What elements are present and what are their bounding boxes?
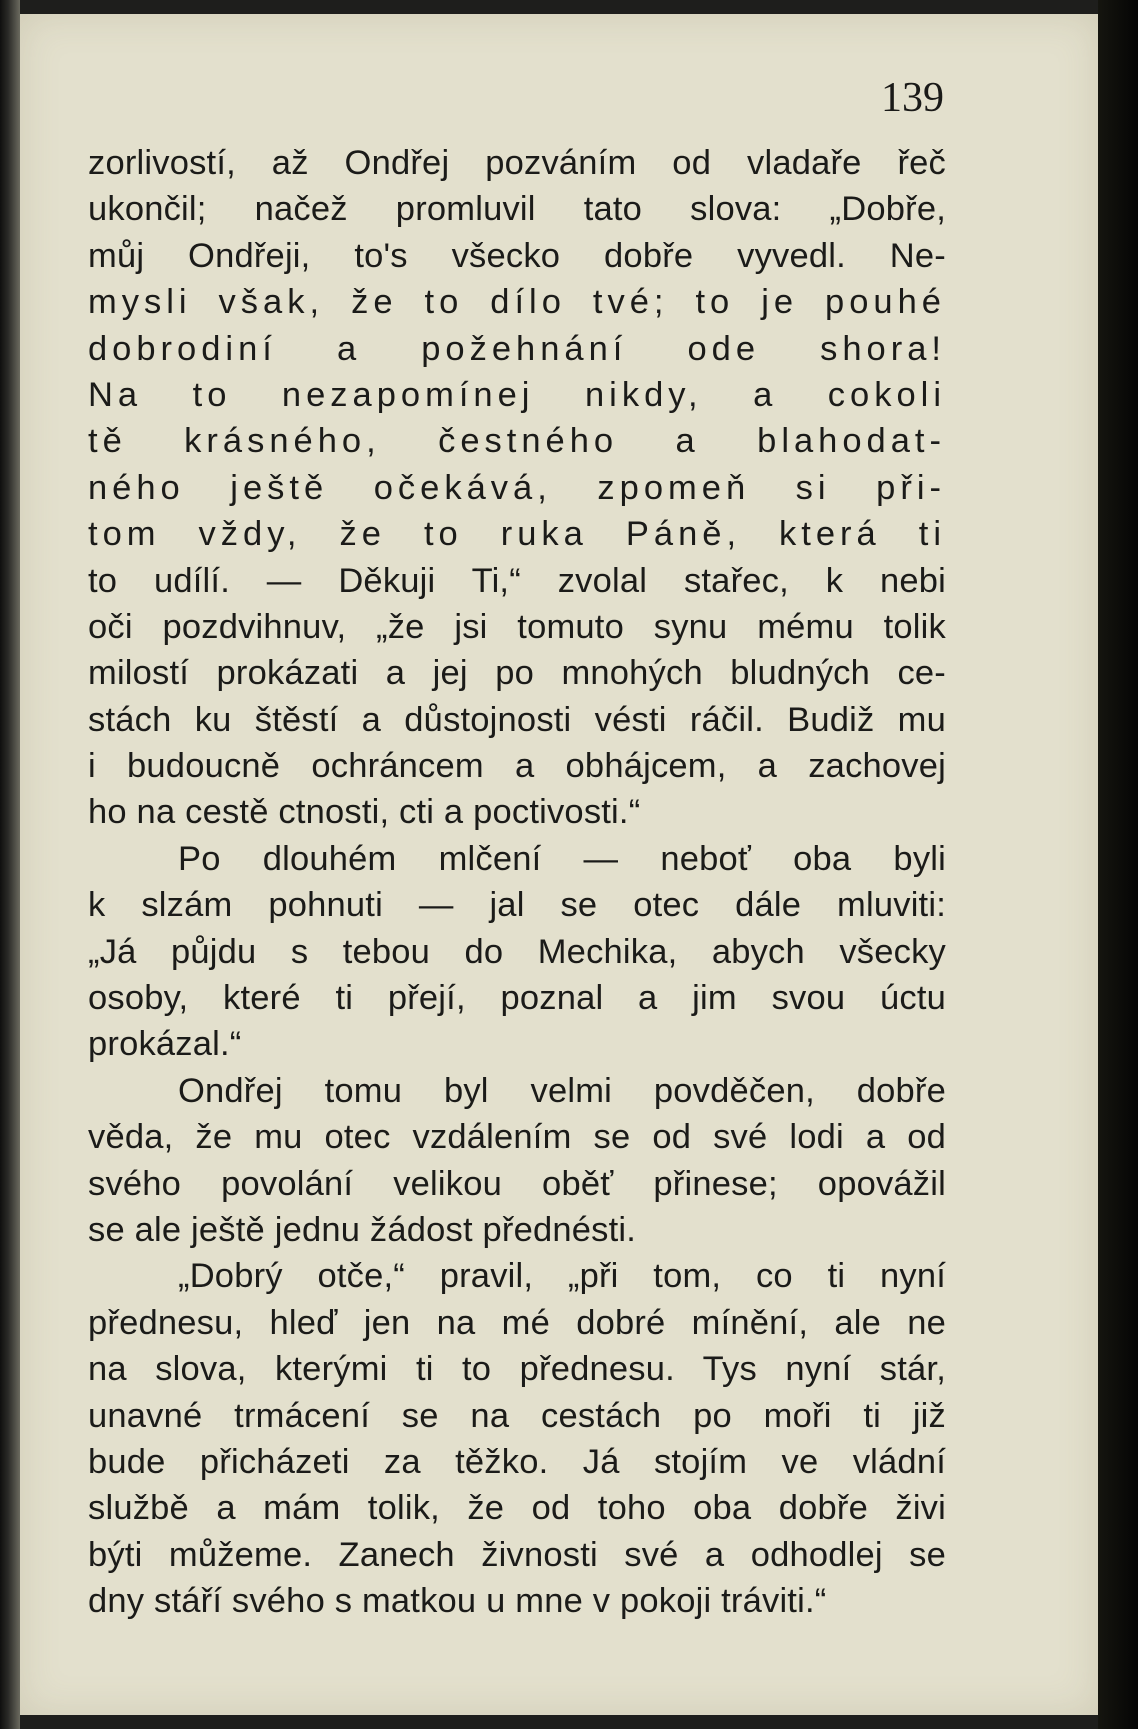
text-line: dny stáří svého s matkou u mne v pokoji tráviti.“	[88, 1582, 827, 1621]
text-line: dobrodiní a požehnání ode shora!	[88, 329, 946, 368]
text-line: i budoucně ochráncem a obhájcem, a zachovej	[88, 747, 946, 786]
text-line: mysli však, že to dílo tvé; to je pouhé	[88, 283, 946, 322]
text-line: oči pozdvihnuv, „že jsi tomuto synu mému tolik	[88, 607, 946, 646]
text-line: „Já půjdu s tebou do Mechika, abych všecky	[88, 932, 946, 971]
text-line: svého povolání velikou oběť přinese; opovážil	[88, 1164, 946, 1203]
text-line: osoby, které ti přejí, poznal a jim svou úctu	[88, 979, 946, 1018]
text-line: Ondřej tomu byl velmi povděčen, dobře	[178, 1071, 946, 1110]
text-line: to udílí. — Děkuji Ti,“ zvolal stařec, k nebi	[88, 561, 946, 600]
text-line: býti můžeme. Zanech živnosti své a odhodlej se	[88, 1535, 946, 1574]
text-line: ného ještě očekává, zpomeň si při-	[88, 468, 946, 507]
scan-edge-right	[1098, 0, 1138, 1729]
text-line: věda, že mu otec vzdálením se od své lodi a od	[88, 1118, 946, 1157]
text-line: se ale ještě jednu žádost přednésti.	[88, 1210, 637, 1249]
text-line: milostí prokázati a jej po mnohých bludných ce-	[88, 654, 946, 693]
text-line: můj Ondřeji, to's všecko dobře vyvedl. Ne-	[88, 236, 946, 275]
scan-edge-left	[0, 0, 20, 1729]
text-line: unavné trmácení se na cestách po moři ti již	[88, 1396, 946, 1435]
text-line: přednesu, hleď jen na mé dobré mínění, ale ne	[88, 1303, 946, 1342]
text-line: zorlivostí, až Ondřej pozváním od vladaře řeč	[88, 144, 946, 182]
text-line: ukončil; načež promluvil tato slova: „Dobře,	[88, 190, 946, 229]
text-line: na slova, kterými ti to přednesu. Tys nyní stár,	[88, 1350, 946, 1389]
text-line: ho na cestě ctnosti, cti a poctivosti.“	[88, 793, 641, 832]
page-number: 139	[881, 75, 944, 121]
text-line: Po dlouhém mlčení — neboť oba byli	[178, 839, 946, 878]
text-line: stách ku štěstí a důstojnosti vésti ráčil. Budiž mu	[88, 700, 946, 739]
text-line: prokázal.“	[88, 1025, 242, 1064]
text-line: tom vždy, že to ruka Páně, která ti	[88, 515, 946, 554]
body-text	[88, 140, 946, 1625]
book-page	[20, 14, 1098, 1715]
text-line: „Dobrý otče,“ pravil, „při tom, co ti nyní	[178, 1257, 946, 1296]
text-line: tě krásného, čestného a blahodat-	[88, 422, 946, 461]
text-line: k slzám pohnuti — jal se otec dále mluviti:	[88, 886, 946, 925]
text-line: službě a mám tolik, že od toho oba dobře živi	[88, 1489, 946, 1528]
text-line: Na to nezapomínej nikdy, a cokoli	[88, 375, 946, 414]
text-line: bude přicházeti za těžko. Já stojím ve vládní	[88, 1442, 946, 1481]
